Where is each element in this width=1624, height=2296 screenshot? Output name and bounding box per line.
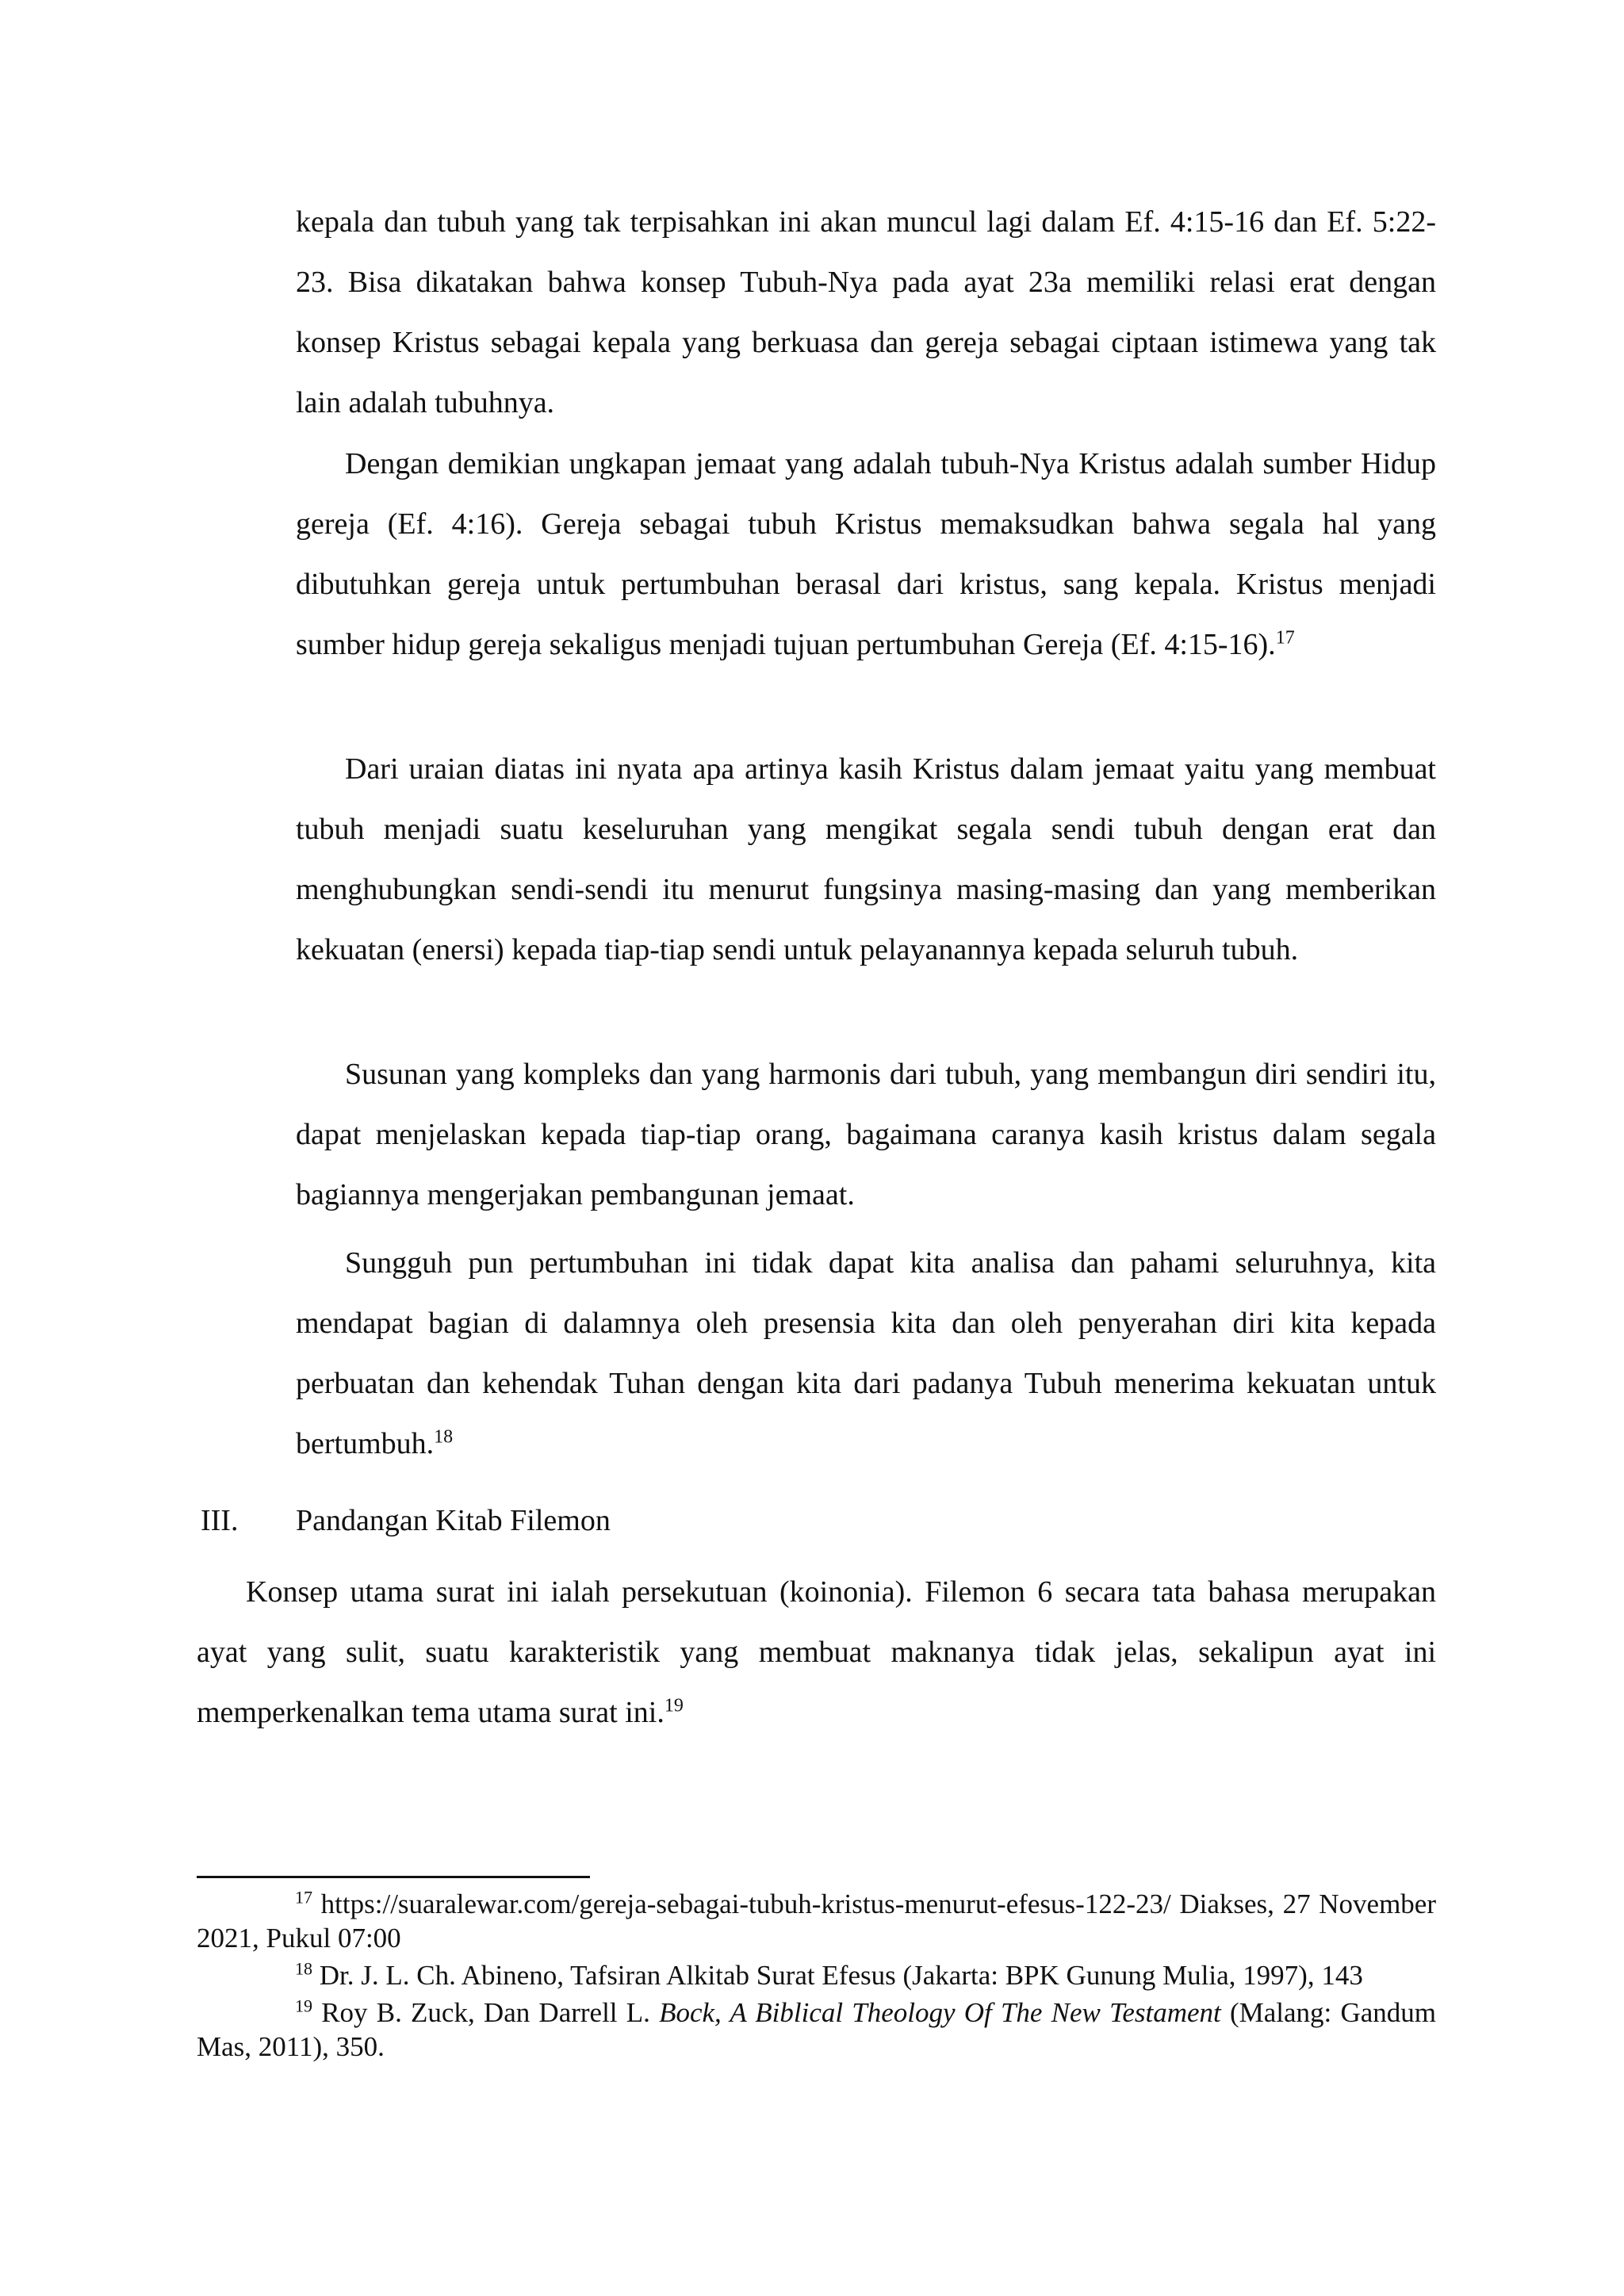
paragraph-2 [296, 434, 1436, 675]
paragraph-3 [296, 739, 1436, 980]
footnote-ref-18[interactable]: 18 [434, 1426, 454, 1448]
footnote-19-book-title: Bock, A Biblical Theology Of The New Testament [659, 1997, 1221, 2028]
section-heading [201, 1490, 611, 1551]
footnote-ref-19[interactable]: 19 [664, 1695, 684, 1716]
footnote-separator [197, 1876, 590, 1878]
paragraph-5 [296, 1233, 1436, 1474]
paragraph-4 [296, 1044, 1436, 1225]
paragraph-3-text: Dari uraian diatas ini nyata apa artinya kasih Kristus dalam jemaat yaitu yang membuat tubuh menjadi suatu keseluruhan yang mengikat segala sendi tubuh dengan erat dan menghubungkan sendi-sendi itu menurut fungsinya masing-masing dan yang memberikan kekuatan (enersi) kepada tiap-tiap sendi untuk pelayanannya kepada seluruh tubuh. [296, 752, 1436, 966]
section-number: III. [201, 1504, 239, 1537]
paragraph-6 [197, 1562, 1436, 1743]
footnote-19-number: 19 [295, 1996, 312, 2016]
footnote-18 [197, 1958, 1436, 1992]
footnote-17-text[interactable]: https://suaralewar.com/gereja-sebagai-tubuh-kristus-menurut-efesus-122-23/ Diakses, 27 November 2021, Pukul 07:00 [197, 1888, 1436, 1954]
paragraph-5-text: Sungguh pun pertumbuhan ini tidak dapat kita analisa dan pahami seluruhnya, kita mendapat bagian di dalamnya oleh presensia kita dan oleh penyerahan diri kita kepada perbuatan dan kehendak Tuhan dengan kita dari padanya Tubuh menerima kekuatan untuk bertumbuh. [296, 1246, 1436, 1460]
paragraph-4-text: Susunan yang kompleks dan yang harmonis dari tubuh, yang membangun diri sendiri itu, dapat menjelaskan kepada tiap-tiap orang, bagaimana caranya kasih kristus dalam segala bagiannya mengerjakan pembangunan jemaat. [296, 1058, 1436, 1211]
footnote-18-text: Dr. J. L. Ch. Abineno, Tafsiran Alkitab Surat Efesus (Jakarta: BPK Gunung Mulia, 1997), 143 [319, 1960, 1363, 1991]
footnote-17 [197, 1887, 1436, 1955]
footnote-19 [197, 1996, 1436, 2064]
footnote-19-authors: Roy B. Zuck, Dan Darrell L. [321, 1997, 650, 2028]
footnote-17-number: 17 [295, 1887, 312, 1908]
paragraph-1-text: kepala dan tubuh yang tak terpisahkan ini akan muncul lagi dalam Ef. 4:15-16 dan Ef. 5:22-23. Bisa dikatakan bahwa konsep Tubuh-Nya pada ayat 23a memiliki relasi erat dengan konsep Kristus sebagai kepala yang berkuasa dan gereja sebagai ciptaan istimewa yang tak lain adalah tubuhnya. [296, 205, 1436, 419]
footnote-ref-17[interactable]: 17 [1275, 627, 1295, 649]
footnote-19-publication: (Malang: Gandum Mas, 2011), 350. [197, 1997, 1437, 2062]
paragraph-1 [296, 192, 1436, 433]
footnotes [197, 1887, 1436, 2067]
paragraph-6-text: Konsep utama surat ini ialah persekutuan (koinonia). Filemon 6 secara tata bahasa merupakan ayat yang sulit, suatu karakteristik yang membuat maknanya tidak jelas, sekalipun ayat ini memperkenalkan tema utama surat ini. [197, 1575, 1436, 1729]
section-title: Pandangan Kitab Filemon [296, 1504, 611, 1537]
footnote-18-number: 18 [295, 1958, 312, 1979]
paragraph-2-text: Dengan demikian ungkapan jemaat yang adalah tubuh-Nya Kristus adalah sumber Hidup gereja (Ef. 4:16). Gereja sebagai tubuh Kristus memaksudkan bahwa segala hal yang dibutuhkan gereja untuk pertumbuhan berasal dari kristus, sang kepala. Kristus menjadi sumber hidup gereja sekaligus menjadi tujuan pertumbuhan Gereja (Ef. 4:15-16). [296, 447, 1436, 661]
